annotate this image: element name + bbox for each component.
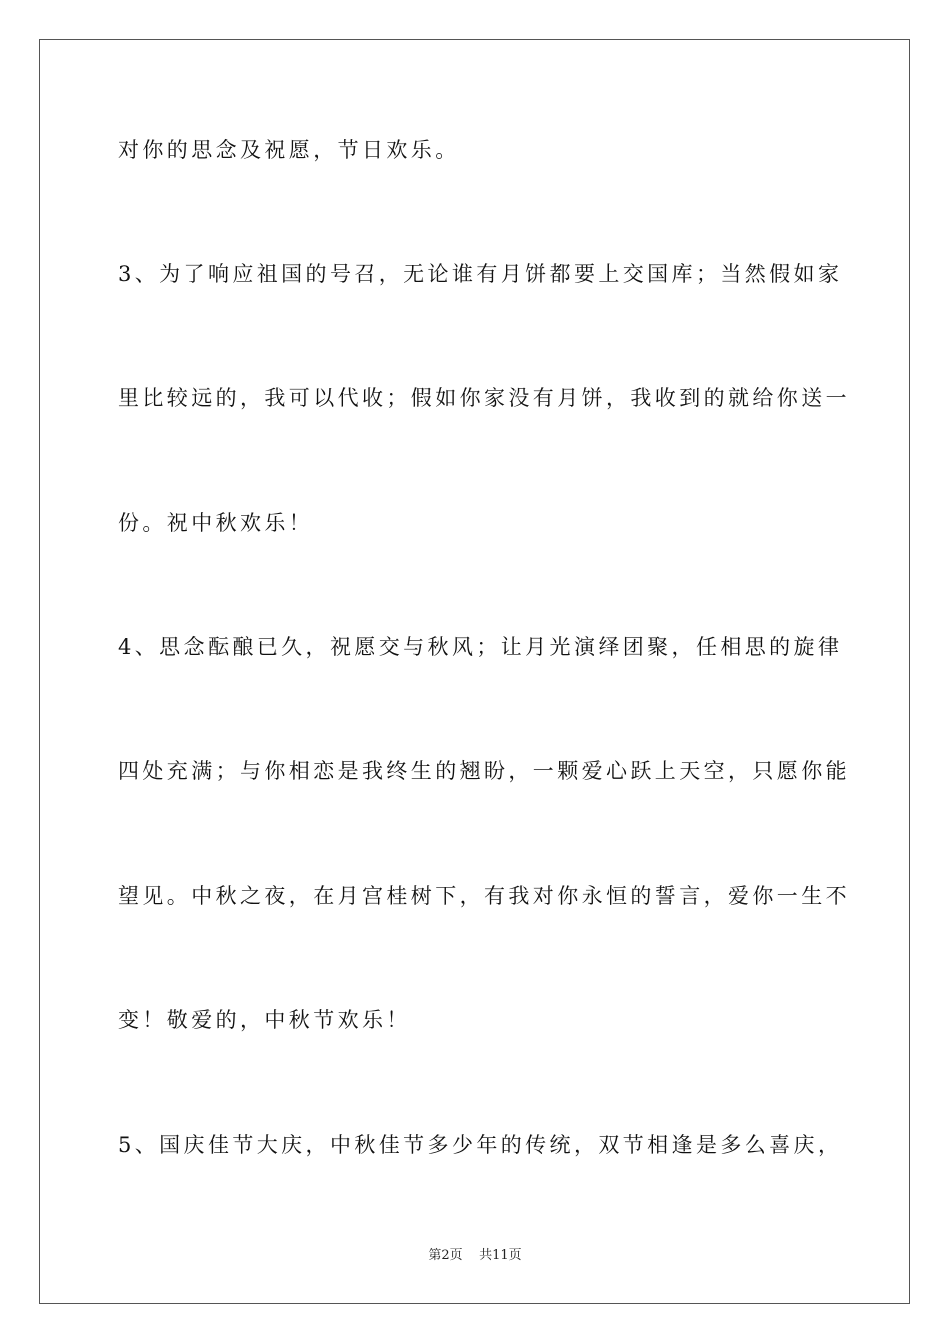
text-line: 5、国庆佳节大庆，中秋佳节多少年的传统，双节相逢是多么喜庆， xyxy=(118,1133,843,1157)
text-line: 4、思念酝酿已久，祝愿交与秋风；让月光演绎团聚，任相思的旋律 xyxy=(118,635,843,659)
text-line: 3、为了响应祖国的号召，无论谁有月饼都要上交国库；当然假如家 xyxy=(118,262,843,286)
text-line: 四处充满；与你相恋是我终生的翘盼，一颗爱心跃上天空，只愿你能 xyxy=(118,759,850,783)
page-footer xyxy=(0,1247,950,1265)
page-frame xyxy=(39,39,910,1304)
text-line: 望见。中秋之夜，在月宫桂树下，有我对你永恒的誓言，爱你一生不 xyxy=(118,884,850,908)
page-total: 共11页 xyxy=(479,1248,522,1263)
text-line: 里比较远的，我可以代收；假如你家没有月饼，我收到的就给你送一 xyxy=(118,386,850,410)
text-line: 对你的思念及祝愿，节日欢乐。 xyxy=(118,138,460,162)
page-number: 第2页 xyxy=(428,1248,463,1263)
text-line: 份。祝中秋欢乐！ xyxy=(118,511,314,535)
text-line: 变！敬爱的，中秋节欢乐！ xyxy=(118,1008,411,1032)
